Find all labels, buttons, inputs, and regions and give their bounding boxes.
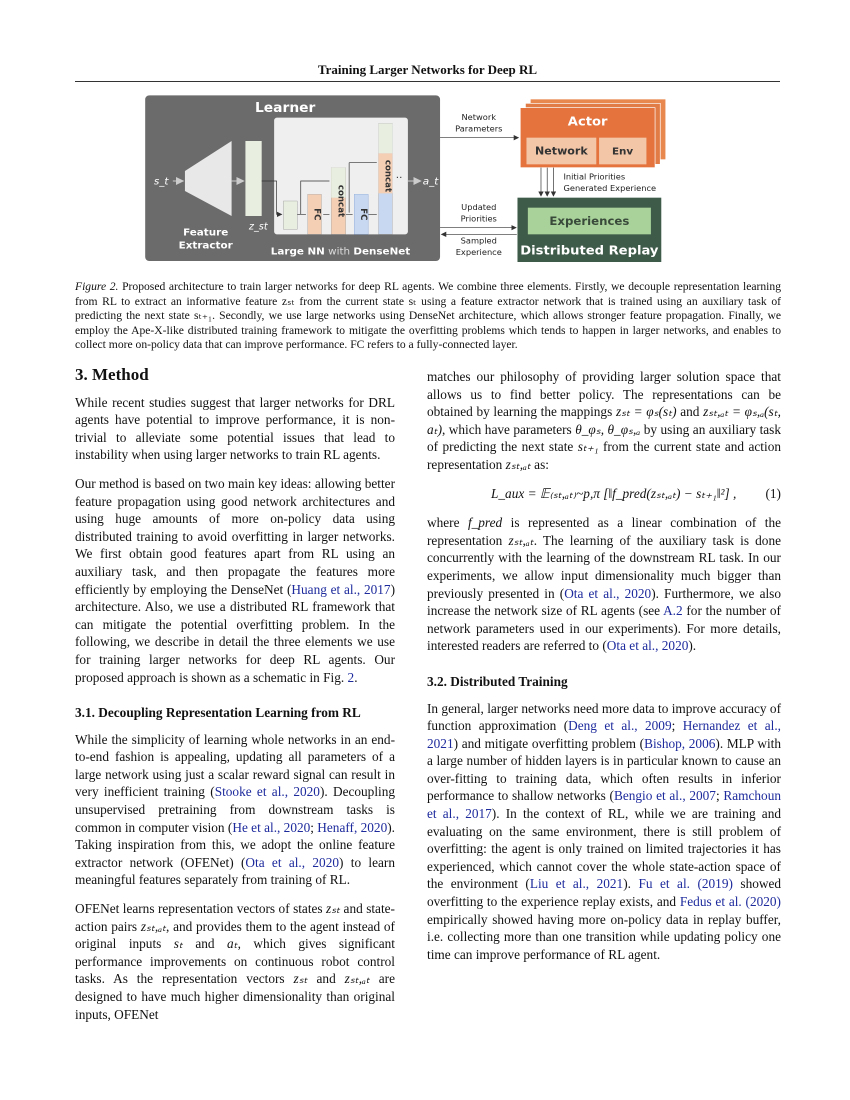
text-run: Our method is based on two main key ideas: allowing better feature propagation using good network architectures and using huge amounts of more on-policy data using distributed training to avoid overfitting in larger networks. We first obtain good features apart from RL using an auxiliary task, and then propagate the features more efficiently by employing the DenseNet ( — [75, 475, 395, 597]
running-title: Training Larger Networks for Deep RL — [317, 62, 538, 77]
text-run: While recent studies suggest that larger networks for DRL agents have potential to improve performance, it is non-trivial to alleviate some potential issues that lead to instability when using larger networks to train RL agents. — [75, 394, 395, 463]
inline-math: zₛₜ,ₐₜ — [505, 456, 531, 472]
text-run: , which have parameters — [442, 421, 576, 437]
text-run: ; — [310, 819, 318, 835]
citation-link[interactable]: Ramchoun et al., 2017 — [427, 788, 781, 822]
paragraph — [427, 514, 781, 655]
text-run: ) architecture. Also, we use a distributed RL framework that can mitigate the potential overfitting problem. In the following, we describe in detail the three elements we use for training larger networks for deep RL agents. Our proposed approach is shown as a schematic in Fig. — [75, 581, 395, 685]
text-run: matches our philosophy of providing larger solution space that allows us to find better policy. The representations can be obtained by learning the mappings — [427, 369, 781, 420]
text-run: empirically showed having more on-policy data in replay buffer, i.e. collecting more than one transition while updating policy one time can improve performance of RL agent. — [427, 911, 781, 962]
inline-math: zₛₜ — [293, 971, 308, 987]
text-run: . The learning of the auxiliary task is done concurrently with the learning of the downstream RL task. In our experiments, we allow input dimensionality much bigger than previously presented in ( — [427, 532, 781, 601]
ellipsis: ·· — [395, 173, 403, 184]
text-run: and — [182, 936, 228, 952]
text-run: showed overfitting to the experience replay exists, and — [427, 876, 782, 910]
output-action: a_t — [422, 176, 439, 188]
paragraph — [75, 475, 395, 686]
distributed-replay-label: Distributed Replay — [520, 243, 659, 259]
text-run: ). In the context of RL, while we are training and evaluating on the same environment, there is still problem of overfitting: the agent is only trained on limited trajectories it has experienced, which cannot cover the whole state-action space of the environment ( — [427, 806, 781, 892]
text-run: and — [307, 971, 345, 987]
equation-1 — [427, 485, 781, 503]
updated-priorities-label-1: Updated — [461, 202, 497, 212]
caption-text: Proposed architecture to train larger networks for deep RL agents. We combine three elements. Firstly, we decouple representation learning from RL to extract an informative feature zₛₜ from the current state sₜ using a feature extractor network that is trained using an auxiliary task of predicting the next state sₜ₊₁. Secondly, we use large networks using DenseNet architecture, which allows stronger feature propagation. Finally, we employ the Ape-X-like distributed training framework to mitigate the overfitting problems which tends to happen in larger networks, and enables to collect more on-policy data that can improve performance. FC refers to a fully-connected layer. — [75, 280, 782, 352]
text-run: is represented as a linear combination of the representation — [427, 515, 781, 548]
citation-link[interactable]: Hernandez et al., 2021 — [427, 718, 781, 751]
inline-math: sₜ₊₁ — [577, 439, 599, 455]
text-run: ). — [688, 638, 697, 654]
initial-priorities-label: Initial Priorities — [563, 171, 626, 182]
experiences-label: Experiences — [549, 214, 630, 228]
input-state: s_t — [153, 176, 169, 188]
header-rule — [75, 81, 780, 82]
text-run: for the number of network parameters used in our experiments). For more details, interested readers are referred to ( — [427, 603, 781, 654]
citation-link[interactable]: He et al., 2020 — [232, 819, 311, 835]
text-run: . — [354, 669, 358, 685]
text-run: where — [427, 515, 468, 531]
sampled-experience-label-1: Sampled — [460, 235, 497, 246]
citation-link[interactable]: 2 — [347, 669, 355, 685]
left-column — [75, 366, 395, 1034]
citation-link[interactable]: Ota et al., 2020 — [245, 854, 339, 870]
text-run: In general, larger networks need more data to improve accuracy of function approximation ( — [427, 700, 781, 734]
text-run: ). Taking inspiration from this, we adopt the online feature extractor network (OFENet) ( — [75, 819, 395, 870]
generated-experience-label: Generated Experience — [563, 183, 657, 193]
dense-input-block — [283, 201, 297, 229]
text-run: ). Furthermore, we also increase the network size of RL agents (see — [427, 585, 781, 619]
inline-math: f_pred — [467, 515, 503, 531]
inline-math: sₜ — [173, 936, 183, 952]
paragraph — [75, 900, 395, 1023]
equation-number: (1) — [765, 485, 781, 501]
paragraph — [75, 731, 395, 889]
citation-link[interactable]: Ota et al., 2020 — [564, 585, 652, 601]
citation-link[interactable]: Ota et al., 2020 — [606, 638, 689, 654]
inline-math: aₜ — [227, 936, 238, 952]
feature-extractor-label-2: Extractor — [178, 240, 233, 252]
actor-title: Actor — [567, 114, 608, 130]
concat-layer-1-label: concat — [335, 184, 346, 218]
text-run: from the current state and action representation — [427, 439, 781, 472]
network-parameters-label-2: Parameters — [455, 123, 503, 134]
citation-link[interactable]: Liu et al., 2021 — [529, 876, 624, 892]
paragraph — [427, 700, 781, 964]
text-run: ) and mitigate overfitting problem ( — [453, 735, 645, 751]
sampled-experience-label-2: Experience — [455, 247, 502, 257]
citation-link[interactable]: Deng et al., 2009 — [568, 718, 672, 734]
learner-title: Learner — [255, 100, 316, 116]
densenet-label — [271, 246, 411, 257]
text-run: ). — [623, 876, 639, 892]
subsection-heading: 3.2. Distributed Training — [427, 673, 568, 689]
text-run: by using an auxiliary task of predicting the next state — [427, 421, 782, 455]
updated-priorities-label-2: Priorities — [460, 213, 497, 224]
citation-link[interactable]: Henaff, 2020 — [317, 819, 388, 835]
densenet-label-densenet: DenseNet — [353, 246, 411, 258]
text-run: as: — [530, 456, 549, 472]
citation-link[interactable]: A.2 — [663, 603, 683, 619]
subsection-heading: 3.1. Decoupling Representation Learning from RL — [75, 705, 361, 721]
text-run: , and provides them to the agent instead of original inputs — [75, 918, 395, 952]
fc-layer-2-label: FC — [358, 208, 369, 221]
network-parameters-label-1: Network — [461, 112, 497, 122]
text-run: ; — [671, 718, 683, 734]
architecture-figure — [140, 86, 700, 266]
inline-math: zₛₜ,ₐₜ = φₛ,ₐ(sₜ, aₜ) — [427, 404, 781, 437]
inline-math: zₛₜ,ₐₜ — [508, 532, 534, 548]
inline-math: zₛₜ = φₛ(sₜ) — [615, 404, 677, 420]
text-run: ; — [715, 788, 724, 804]
text-run: While the simplicity of learning whole networks in an end-to-end fashion is appealing, updating all parameters of a large network using just a scalar reward signal can result in very inefficient training ( — [75, 731, 395, 800]
text-run: and state-action pairs — [75, 901, 395, 934]
inline-math: θ_φₛ, θ_φₛ,ₐ — [575, 421, 641, 437]
section-heading: 3. Method — [75, 365, 149, 384]
citation-link[interactable]: Fu et al. (2019) — [638, 876, 733, 892]
text-run: , which gives significant performance improvements on continuous robot control tasks. As the representation vectors — [75, 936, 395, 987]
citation-link[interactable]: Huang et al., 2017 — [291, 581, 391, 597]
text-run: are designed to have much higher dimensionality than original inputs, OFENet — [75, 971, 395, 1022]
densenet-label-large-nn: Large NN — [270, 246, 325, 258]
text-run: ). MLP with a large number of hidden layers is in particular known to cause an over-fitting to training data, which often results in inferior performance to shallow networks ( — [427, 735, 781, 804]
caption-label: Figure 2. — [75, 280, 119, 293]
feature-label: z_st — [248, 221, 268, 233]
inline-math: zₛₜ,ₐₜ — [344, 971, 370, 987]
paragraph — [427, 368, 781, 474]
text-run: ). Decoupling unsupervised pretraining from downstream tasks is common in computer vision ( — [75, 784, 396, 835]
inline-math: zₛₜ,ₐₜ — [140, 918, 167, 934]
paragraph — [75, 394, 395, 464]
concat-layer-2-label: concat — [382, 159, 393, 193]
text-run: ) to learn meaningful features separately from training of RL. — [75, 854, 395, 888]
feature-vector — [245, 141, 261, 216]
text-run: and — [676, 404, 704, 420]
feature-extractor-label-1: Feature — [183, 227, 229, 239]
citation-link[interactable]: Bengio et al., 2007 — [613, 788, 716, 804]
inline-math: zₛₜ — [326, 901, 341, 917]
equation-body: L_aux = 𝔼₍ₛₜ,ₐₜ₎~p,π [‖f_pred(zₛₜ,ₐₜ) − sₜ₊₁‖²] , — [491, 485, 737, 501]
right-column — [427, 368, 781, 974]
densenet-label-with: with — [328, 246, 351, 258]
text-run: OFENet learns representation vectors of states — [75, 901, 327, 917]
citation-link[interactable]: Fedus et al. (2020) — [679, 894, 781, 910]
citation-link[interactable]: Bishop, 2006 — [644, 735, 716, 751]
actor-env-label: Env — [611, 146, 634, 158]
actor-network-label: Network — [535, 144, 588, 158]
fc-layer-1-label: FC — [311, 208, 322, 221]
figure-caption — [75, 280, 781, 353]
citation-link[interactable]: Stooke et al., 2020 — [214, 784, 320, 800]
